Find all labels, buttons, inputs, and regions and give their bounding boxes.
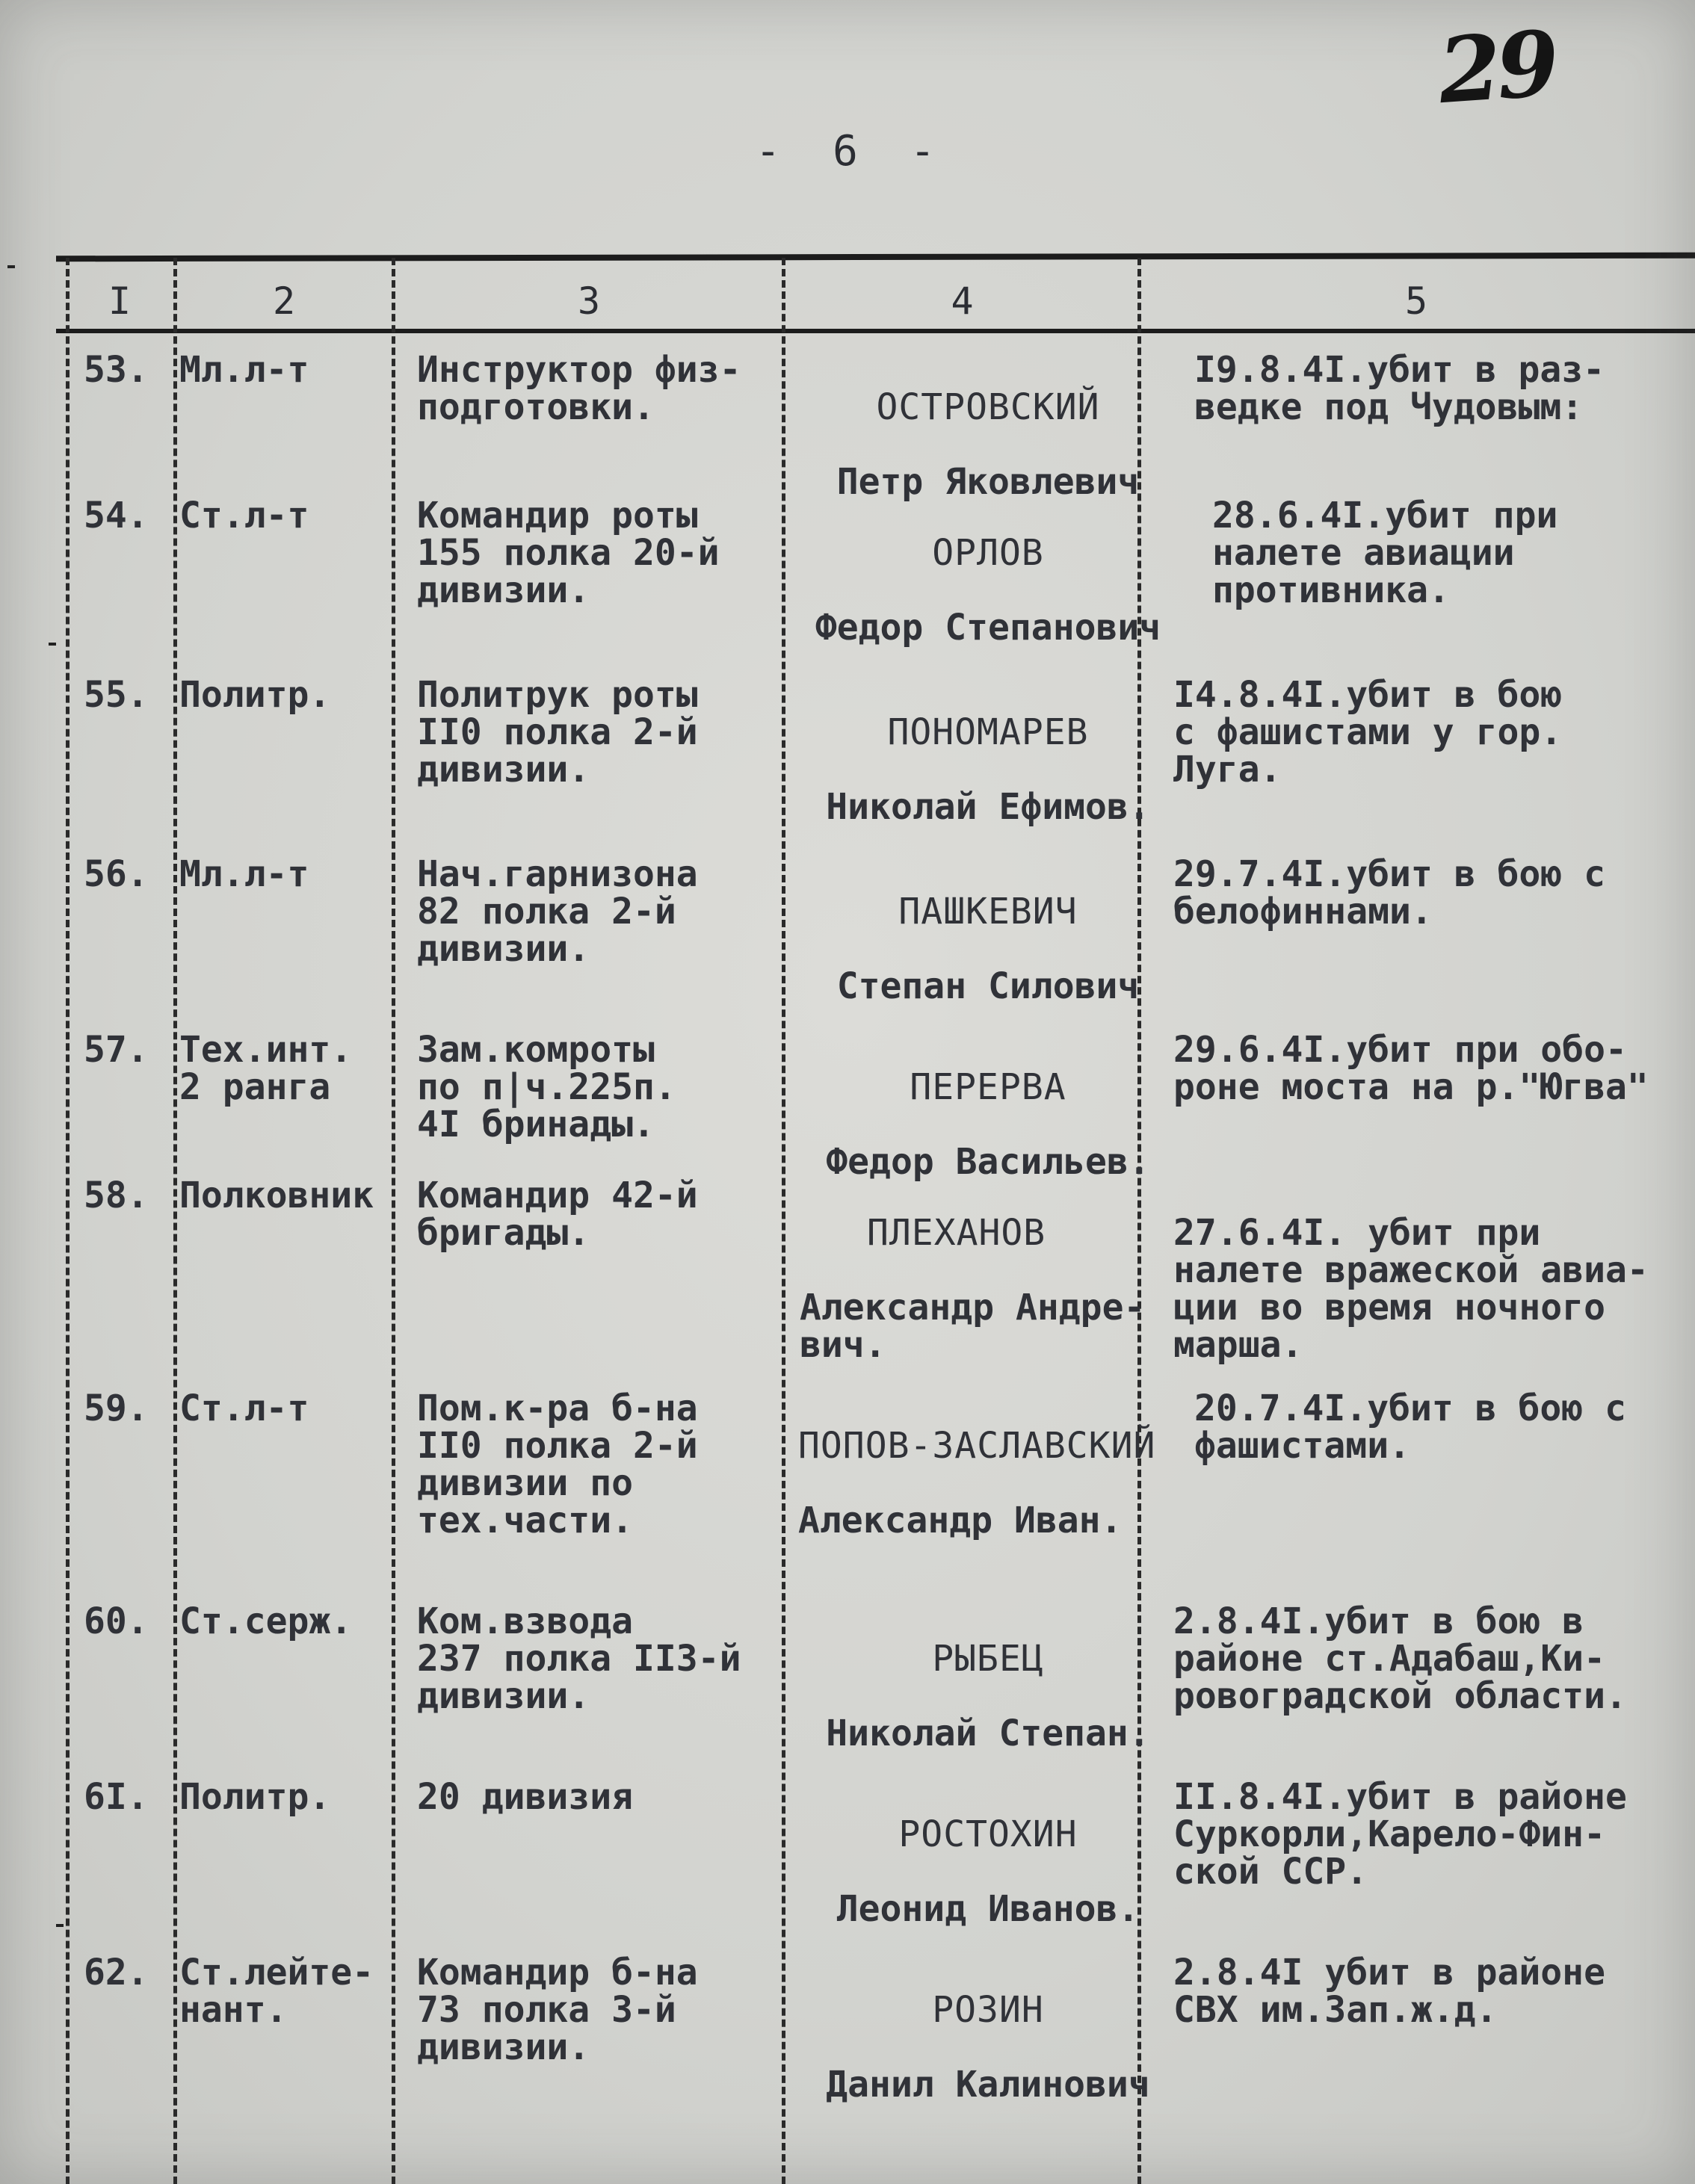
name-cell <box>798 1390 1187 1577</box>
name-cell <box>794 856 1182 1042</box>
rank-cell: Ст.лейте- нант. <box>179 1952 374 2031</box>
given-name: Федор Васильев. <box>826 1141 1150 1183</box>
row-number: 58. <box>84 1175 149 1216</box>
column-divider <box>173 258 177 2184</box>
surname: ПЛЕХАНОВ <box>867 1212 1046 1254</box>
column-header: 4 <box>951 279 974 323</box>
table-top-rule <box>56 253 1695 262</box>
surname: РОЗИН <box>932 1989 1044 2031</box>
rank-cell: Полковник <box>179 1175 374 1216</box>
position-cell: Ком.взвода 237 полка II3-й дивизии. <box>417 1600 741 1717</box>
rank-cell: Ст.л-т <box>179 1388 309 1429</box>
position-cell: Зам.комроты по п|ч.225п. 4I бринады. <box>417 1029 676 1145</box>
position-cell: Командир 42-й бригады. <box>417 1175 698 1254</box>
given-name: Леонид Иванов. <box>836 1888 1140 1930</box>
name-cell <box>794 1778 1182 1965</box>
given-name: Николай Степан. <box>826 1713 1150 1754</box>
row-number: 60. <box>84 1600 149 1642</box>
column-header: 5 <box>1404 279 1428 323</box>
fate-cell: 29.6.4I.убит при обо- роне моста на р."Югва" <box>1173 1029 1649 1108</box>
column-header: 3 <box>577 279 601 323</box>
fate-cell: II.8.4I.убит в районе Суркорли,Карело-Фин- ской ССР. <box>1173 1776 1627 1893</box>
surname: ПЕРЕРВА <box>910 1066 1066 1108</box>
name-cell <box>794 676 1182 863</box>
page-number: - 6 - <box>755 127 949 176</box>
row-number: 55. <box>84 674 149 716</box>
position-cell: Командир б-на 73 полка 3-й дивизии. <box>417 1952 698 2068</box>
row-number: 57. <box>84 1029 149 1071</box>
given-name: Степан Силович <box>836 965 1140 1007</box>
handwritten-sheet-number: 29 <box>1435 10 1558 125</box>
fate-cell: 27.6.4I. убит при налете вражеской авиа- ции во время ночного марша. <box>1173 1212 1649 1366</box>
row-number: 59. <box>84 1388 149 1429</box>
rank-cell: Ст.серж. <box>179 1600 353 1642</box>
position-cell: Командир роты 155 полка 20-й дивизии. <box>417 495 720 611</box>
column-divider <box>782 258 785 2184</box>
rank-cell: Мл.л-т <box>179 349 309 391</box>
fate-cell: 28.6.4I.убит при налете авиации противника. <box>1212 495 1558 611</box>
surname: РОСТОХИН <box>898 1813 1078 1855</box>
fate-cell: 2.8.4I убит в районе СВХ им.Зап.ж.д. <box>1173 1952 1605 2031</box>
position-cell: Пом.к-ра б-на II0 полка 2-й дивизии по тех.части. <box>417 1388 698 1541</box>
given-name: Данил Калинович <box>826 2064 1150 2106</box>
rank-cell: Политр. <box>179 1776 331 1818</box>
surname: РЫБЕЦ <box>932 1638 1044 1680</box>
position-cell: 20 дивизия <box>417 1776 633 1818</box>
rank-cell: Тех.инт. 2 ранга <box>179 1029 353 1108</box>
surname: ПОНОМАРЕВ <box>887 711 1089 753</box>
margin-mark <box>49 643 56 646</box>
margin-mark <box>56 1924 64 1927</box>
row-number: 53. <box>84 349 149 391</box>
surname: ОСТРОВСКИЙ <box>876 386 1100 428</box>
rank-cell: Политр. <box>179 674 331 716</box>
column-header: I <box>108 279 132 323</box>
name-cell <box>794 497 1182 684</box>
given-name: Александр Иван. <box>798 1500 1123 1541</box>
position-cell: Инструктор физ- подготовки. <box>417 349 741 428</box>
column-header: 2 <box>272 279 296 323</box>
given-name: Николай Ефимов. <box>826 786 1150 828</box>
given-name: Петр Яковлевич <box>836 461 1140 503</box>
name-cell <box>794 1603 1182 1789</box>
rank-cell: Мл.л-т <box>179 853 309 895</box>
fate-cell: 20.7.4I.убит в бою с фашистами. <box>1194 1388 1626 1467</box>
rank-cell: Ст.л-т <box>179 495 309 536</box>
position-cell: Политрук роты II0 полка 2-й дивизии. <box>417 674 698 791</box>
surname: ПАШКЕВИЧ <box>898 891 1078 932</box>
name-cell <box>800 1177 1188 1401</box>
fate-cell: 29.7.4I.убит в бою с белофиннами. <box>1173 853 1605 932</box>
name-cell <box>794 1954 1182 2141</box>
margin-mark <box>7 265 15 268</box>
given-name: Александр Андре- вич. <box>800 1287 1146 1366</box>
column-divider <box>392 258 395 2184</box>
fate-cell: I9.8.4I.убит в раз- ведке под Чудовым: <box>1194 349 1605 428</box>
surname: ОРЛОВ <box>932 532 1044 574</box>
surname: ПОПОВ-ЗАСЛАВСКИЙ <box>798 1425 1156 1467</box>
row-number: 62. <box>84 1952 149 1993</box>
position-cell: Нач.гарнизона 82 полка 2-й дивизии. <box>417 853 698 970</box>
fate-cell: I4.8.4I.убит в бою с фашистами у гор. Луга. <box>1173 674 1563 791</box>
row-number: 6I. <box>84 1776 149 1818</box>
row-number: 56. <box>84 853 149 895</box>
fate-cell: 2.8.4I.убит в бою в районе ст.Адабаш,Ки- ровоградской области. <box>1173 1600 1627 1717</box>
table-header-rule <box>56 329 1695 333</box>
column-divider <box>66 258 70 2184</box>
given-name: Федор Степанович <box>815 607 1161 649</box>
row-number: 54. <box>84 495 149 536</box>
